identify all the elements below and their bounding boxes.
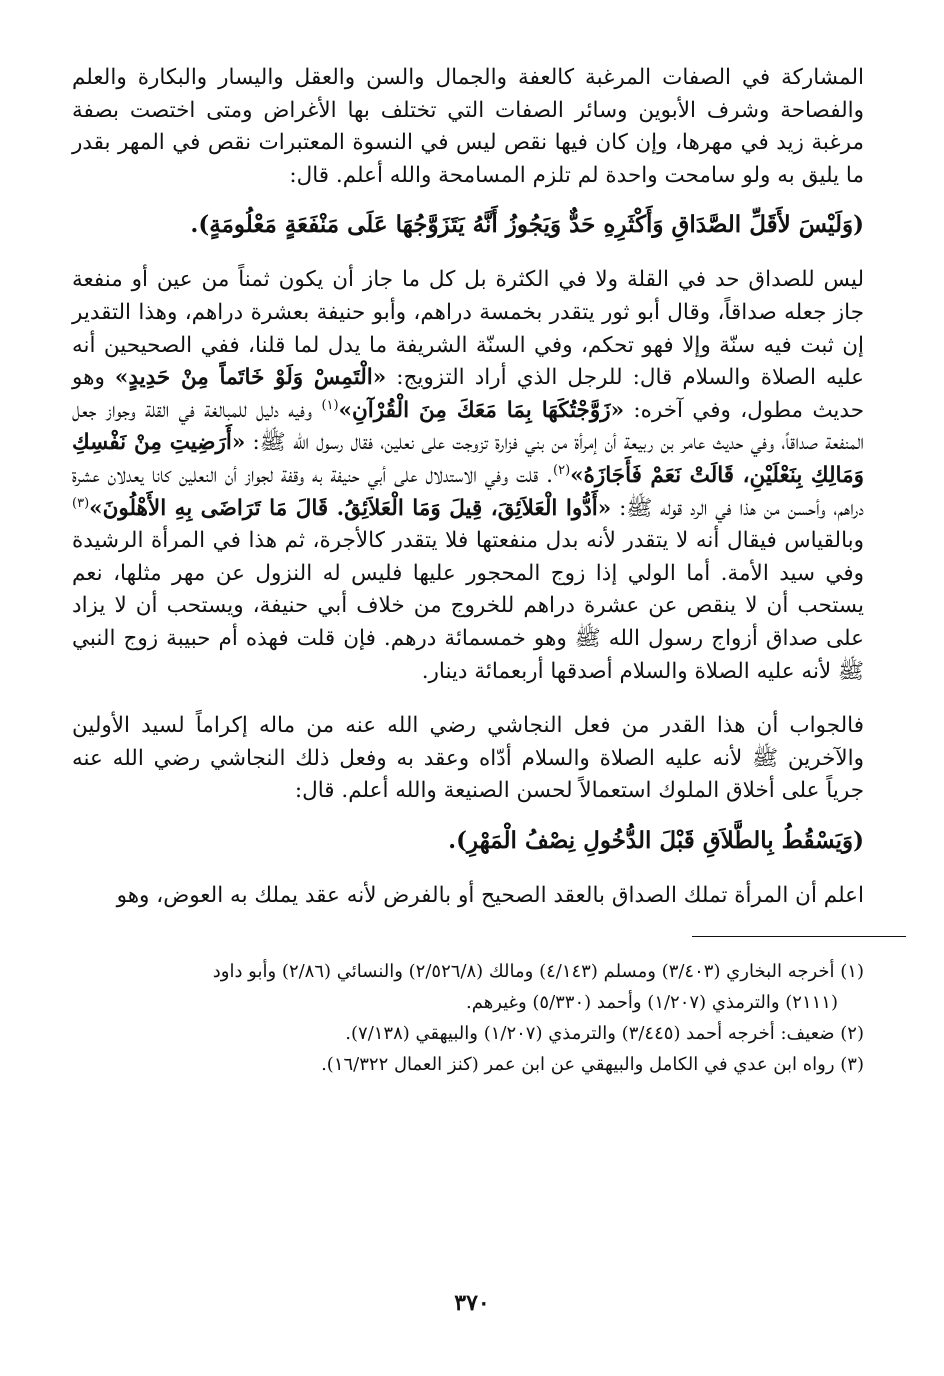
paragraph-sadaq-limits: [72, 264, 864, 688]
footnote-ref-3: (٣): [72, 495, 90, 511]
footnote-3: (٣) رواه ابن عدي في الكامل والبيهقي عن ابن عمر (كنز العمال ١٦/٣٢٢).: [321, 1054, 864, 1076]
footnote-1-line-1: (١) أخرجه البخاري (٣/٤٠٣) ومسلم (٤/١٤٣) ومالك (٢/٥٢٦/٨) والنسائي (٢/٨٦) وأبو داود: [212, 961, 864, 983]
paragraph-continuation: المشاركة في الصفات المرغبة كالعفة والجمال والسن والعقل واليسار والبكارة والعلم والفصاحة وشرف الأبوين وسائر الصفات التي تختلف بها الأغراض ومتى اختصت بصفة مرغبة زيد في مهرها، وإن كان فيها نقص ليس في النسوة المعتبرات نقص في المهر بقدر ما يليق به ولو سامحت واحدة لم تلزم المسامحة والله أعلم. قال:: [72, 65, 864, 188]
footnote-rule: [692, 936, 906, 937]
paragraph-ownership: اعلم أن المرأة تملك الصداق بالعقد الصحيح أو بالفرض لأنه عقد يملك به العوض، وهو: [116, 882, 864, 908]
paragraph-answer: فالجواب أن هذا القدر من فعل النجاشي رضي الله عنه من ماله إكراماً لسيد الأولين والآخرين ﷺ لأنه عليه الصلاة والسلام أدّاه وعقد به وفعل ذلك النجاشي رضي الله عنه جرياً على أخلاق الملوك استعمالاً لحسن الصنيعة والله أعلم. قال:: [72, 713, 864, 804]
hadith-zawwajtukaha: «زَوَّجْتُكَهَا بِمَا مَعَكَ مِنَ الْقُرْآنِ»: [338, 397, 625, 423]
hadith-araditi: «أَرَضِيتِ مِنْ نَفْسِكِ وَمَالِكِ بِنَعْلَيْنِ، قَالَتْ نَعَمْ فَأَجَازَهُ»: [72, 430, 864, 488]
hadith-addu-alalaiq: «أَدُّوا الْعَلاَئِقَ، قِيلَ وَمَا الْعَلاَئِقُ. قَالَ مَا تَرَاضَى بِهِ الأَهْلُونَ»: [89, 495, 612, 521]
para2-text-d: . قلت وفي الاستدلال على أبي حنيفة به وقفة لجواز أن النعلين كانا يعدلان عشرة دراهم، وأحسن من هذا في الرد قوله ﷺ:: [72, 462, 865, 521]
footnote-ref-2: (٢): [553, 462, 571, 478]
footnote-2: (٢) ضعيف: أخرجه أحمد (٣/٤٤٥) والترمذي (١/٢٠٧) والبيهقي (٧/١٣٨).: [345, 1023, 864, 1045]
hadith-iltamis: «الْتَمِسْ وَلَوْ خَاتَماً مِنْ حَدِيدٍ»: [114, 365, 387, 391]
footnote-ref-1: (١): [321, 397, 339, 413]
footnote-1-line-2: (٢١١١) والترمذي (١/٢٠٧) وأحمد (٥/٣٣٠) وغيرهم.: [466, 992, 838, 1014]
para2-text-c: وفيه دليل للمبالغة في القلة وجواز جعل المنفعة صداقاً، وفي حديث عامر بن ربيعة أن إمرأة من بني فزارة تزوجت على نعلين، فقال رسول الله ﷺ:: [72, 397, 865, 456]
para2-text-a: ليس للصداق حد في القلة ولا في الكثرة بل كل ما جاز أن يكون ثمناً من عين أو منفعة جاز جعله صداقاً، وقال أبو ثور يتقدر بخمسة دراهم، وأبو حنيفة بعشرة دراهم، وهذا التقدير إن ثبت فيه سنّة وإلا فهو تحكم، وفي السنّة الشريفة ما يدل لما قلنا، ففي الصحيحين أنه عليه الصلاة والسلام قال: للرجل الذي أراد التزويج:: [72, 267, 864, 391]
footnote-separator: [72, 936, 864, 938]
para2-text-b: وهو حديث مطول، وفي آخره:: [72, 365, 864, 423]
matn-text-2: (وَيَسْقُطُ بِالطَّلاَقِ قَبْلَ الدُّخُولِ نِصْفُ الْمَهْرِ).: [448, 826, 864, 854]
footnotes: [72, 956, 864, 1080]
para2-text-e: وبالقياس فيقال أنه لا يتقدر لأنه بدل منفعتها فلا يتقدر كالأجرة، ثم هذا في المرأة الرشيدة وفي سيد الأمة. أما الولي إذا زوج المحجور عليها فليس له النزول عن مهر مثلها، نعم يستحب أن لا ينقص عن عشرة دراهم للخروج من خلاف أبي حنيفة، ويستحب أن لا يزاد على صداق أزواج رسول الله ﷺ وهو خمسمائة درهم. فإن قلت فهذه أم حبيبة زوج النبي ﷺ لأنه عليه الصلاة والسلام أصدقها أربعمائة دينار.: [72, 528, 864, 684]
matn-text-1: (وَلَيْسَ لأَقَلِّ الصَّدَاقِ وَأَكْثَرِهِ حَدٌّ وَيَجُوزُ أَنَّهُ يَتَزَوَّجُهَا عَلَى مَنْفَعَةٍ مَعْلُومَةٍ).: [190, 211, 864, 239]
page-number: ٣٧٠: [454, 1290, 490, 1316]
